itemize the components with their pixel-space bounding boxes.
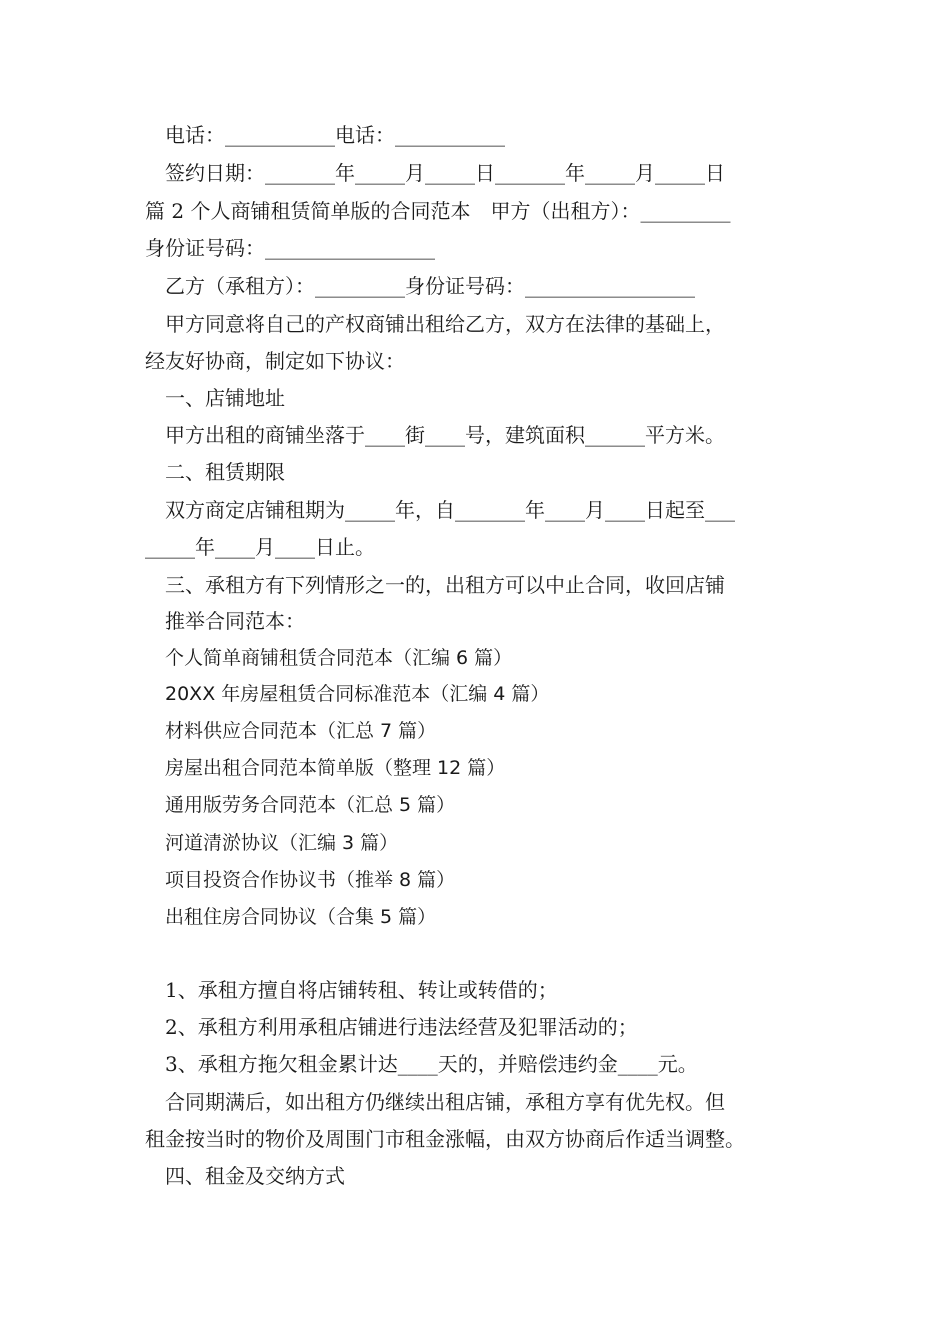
contract-title-line: 篇 2 个人商铺租赁简单版的合同范本 甲方（出租方）：_________: [145, 199, 731, 223]
party-a-id-line: 身份证号码：_________________: [145, 236, 435, 260]
recommend-link[interactable]: 河道清淤协议（汇编 3 篇）: [165, 832, 399, 854]
section-heading-address: 一、店铺地址: [165, 386, 285, 410]
section-heading-termination: 三、承租方有下列情形之一的，出租方可以中止合同，收回店铺: [165, 573, 725, 597]
recommend-link[interactable]: 个人简单商铺租赁合同范本（汇编 6 篇）: [165, 647, 513, 669]
clause-item-2: 2、承租方利用承租店铺进行违法经营及犯罪活动的；: [165, 1015, 638, 1039]
sign-date-line: 签约日期：_______年_____月_____日_______年_____月_____日: [165, 161, 725, 185]
renewal-line-2: 租金按当时的物价及周围门市租金涨幅，由双方协商后作适当调整。: [145, 1127, 745, 1151]
party-b-line: 乙方（承租方）：_________身份证号码：_________________: [165, 274, 695, 298]
recommend-link[interactable]: 房屋出租合同范本简单版（整理 12 篇）: [165, 757, 506, 779]
term-line-2: _____年____月____日止。: [145, 535, 375, 559]
term-line-1: 双方商定店铺租期为_____年，自_______年____月____日起至___: [165, 498, 735, 522]
preamble-line-1: 甲方同意将自己的产权商铺出租给乙方，双方在法律的基础上，: [165, 312, 725, 336]
recommend-heading: 推举合同范本：: [165, 609, 305, 633]
preamble-line-2: 经友好协商，制定如下协议：: [145, 349, 405, 373]
phone-line: 电话：___________电话：___________: [165, 123, 505, 147]
recommend-link[interactable]: 通用版劳务合同范本（汇总 5 篇）: [165, 794, 456, 816]
clause-item-3: 3、承租方拖欠租金累计达____天的，并赔偿违约金____元。: [165, 1052, 698, 1076]
section-heading-rent: 四、租金及交纳方式: [165, 1164, 345, 1188]
recommend-link[interactable]: 项目投资合作协议书（推举 8 篇）: [165, 869, 456, 891]
recommend-link[interactable]: 材料供应合同范本（汇总 7 篇）: [165, 720, 437, 742]
renewal-line-1: 合同期满后，如出租方仍继续出租店铺，承租方享有优先权。但: [165, 1090, 725, 1114]
clause-item-1: 1、承租方擅自将店铺转租、转让或转借的；: [165, 978, 558, 1002]
section-heading-term: 二、租赁期限: [165, 460, 285, 484]
recommend-link[interactable]: 出租住房合同协议（合集 5 篇）: [165, 906, 437, 928]
recommend-link[interactable]: 20XX 年房屋租赁合同标准范本（汇编 4 篇）: [165, 683, 550, 705]
address-line: 甲方出租的商铺坐落于____街____号，建筑面积______平方米。: [165, 423, 725, 447]
